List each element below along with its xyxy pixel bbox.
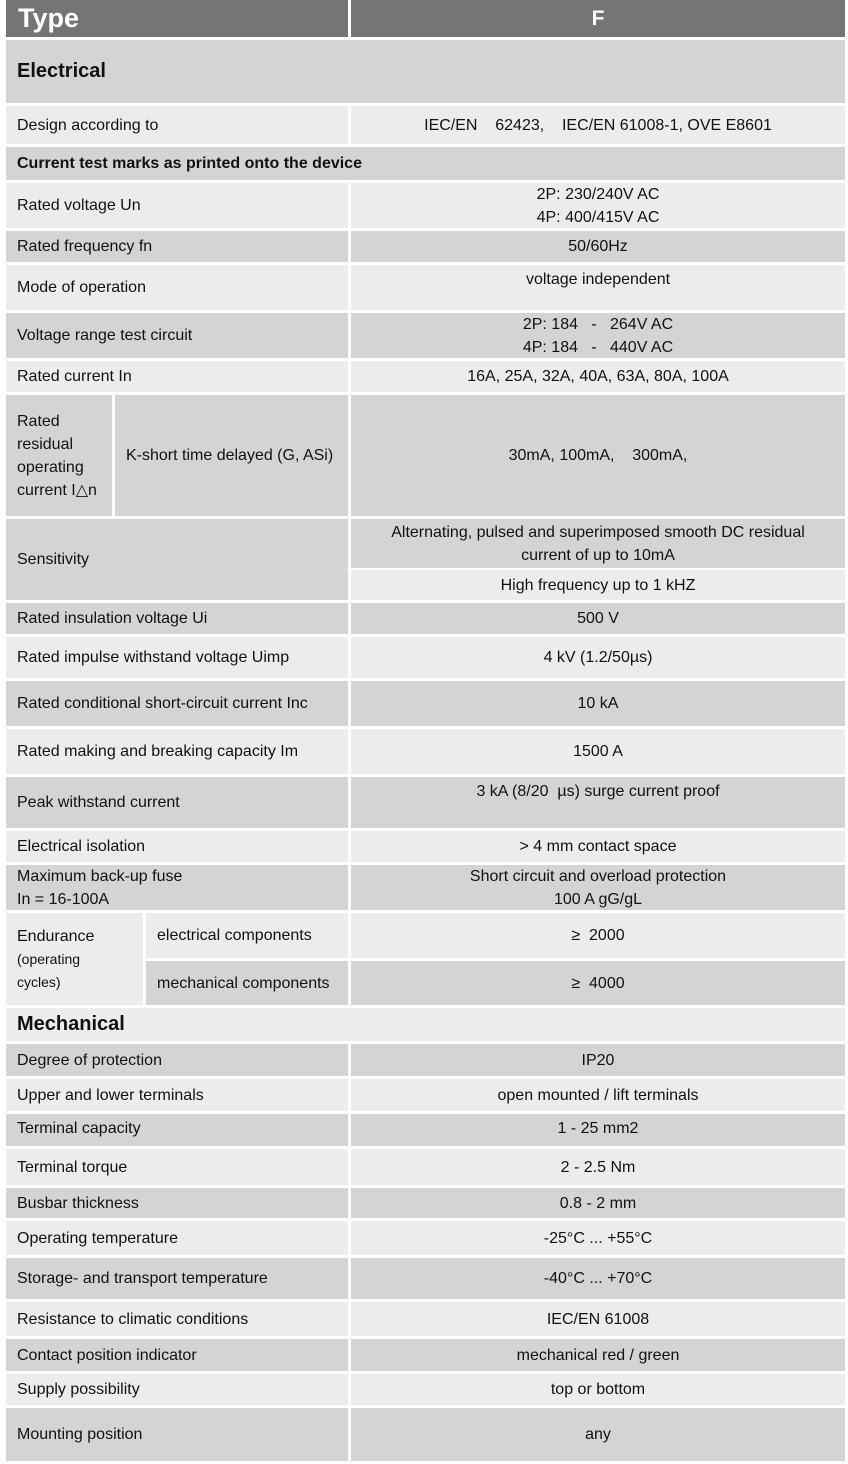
row-label: Current test marks as printed onto the device: [6, 147, 845, 180]
row-endurance: [6, 913, 845, 1005]
section-title: Mechanical: [6, 1008, 845, 1041]
section-title: Electrical: [6, 40, 845, 103]
row-label: Contact position indicator: [6, 1339, 348, 1371]
row-label: Rated frequency fn: [6, 231, 348, 262]
row-value: 500 V: [351, 603, 845, 634]
row-value-text: 3 kA (8/20 µs) surge current proof: [476, 783, 720, 800]
row-design: [6, 106, 845, 144]
row-impulse: [6, 637, 845, 678]
row-label: Sensitivity: [6, 519, 348, 600]
row-label-line: (operating: [17, 950, 81, 967]
row-value: IEC/EN 61008: [351, 1302, 845, 1336]
row-insulation: [6, 603, 845, 634]
row-label: Storage- and transport temperature: [6, 1258, 348, 1299]
row-value: 2 - 2.5 Nm: [351, 1149, 845, 1185]
row-label: Peak withstand current: [6, 777, 348, 828]
row-label: Rated impulse withstand voltage Uimp: [6, 637, 348, 678]
row-label-line: Maximum back-up fuse: [17, 867, 183, 885]
row-value-text: IEC/EN 62423, IEC/EN 61008-1, OVE E8601: [424, 116, 772, 134]
row-isolation: [6, 831, 845, 862]
row-label-line: Endurance: [17, 927, 95, 945]
row-current: [6, 361, 845, 392]
row-label-line: residual: [17, 435, 74, 453]
row-label: Mode of operation: [6, 265, 348, 310]
row-capacity: [6, 1114, 845, 1146]
row-label: Rated making and breaking capacity Im: [6, 729, 348, 774]
row-value: [351, 106, 845, 144]
section-electrical: [6, 40, 845, 103]
row-label: Supply possibility: [6, 1374, 348, 1405]
row-label-line: cycles): [17, 973, 61, 990]
row-label: [6, 913, 143, 1005]
row-sub-label: mechanical components: [146, 961, 348, 1005]
row-voltage: [6, 183, 845, 228]
row-value: top or bottom: [351, 1374, 845, 1405]
row-value: [351, 395, 845, 516]
row-mode: [6, 265, 845, 310]
row-value-text: ≥ 4000: [571, 974, 625, 992]
row-label: Terminal capacity: [6, 1114, 348, 1146]
row-label-line: Rated: [17, 412, 60, 430]
row-label: Terminal torque: [6, 1149, 348, 1185]
row-value: open mounted / lift terminals: [351, 1079, 845, 1111]
row-mounting: [6, 1408, 845, 1461]
row-label: Operating temperature: [6, 1221, 348, 1255]
row-value: [351, 913, 845, 958]
row-backup: [6, 865, 845, 910]
row-value: [351, 865, 845, 910]
row-value: IP20: [351, 1044, 845, 1076]
row-value: High frequency up to 1 kHZ: [351, 570, 845, 600]
type-f-header: F: [351, 0, 845, 37]
row-value-text: ≥ 2000: [571, 927, 625, 944]
row-value: 10 kA: [351, 681, 845, 726]
row-busbar: [6, 1188, 845, 1218]
row-label: Resistance to climatic conditions: [6, 1302, 348, 1336]
row-test-marks: [6, 147, 845, 180]
row-value: [351, 183, 845, 228]
row-label: Design according to: [6, 106, 348, 144]
row-value: [351, 313, 845, 358]
row-sub-label: K-short time delayed (G, ASi): [115, 395, 348, 516]
row-value-line: 4P: 184 - 440V AC: [522, 338, 674, 356]
row-label: [6, 865, 348, 910]
row-residual: [6, 395, 845, 516]
row-label: Voltage range test circuit: [6, 313, 348, 358]
row-sub-label: electrical components: [146, 913, 348, 958]
row-value: mechanical red / green: [351, 1339, 845, 1371]
row-terminals: [6, 1079, 845, 1111]
row-value: voltage independent: [351, 265, 845, 310]
row-value-line: 2P: 184 - 264V AC: [522, 315, 674, 333]
row-value: > 4 mm contact space: [351, 831, 845, 862]
row-value: 0.8 - 2 mm: [351, 1188, 845, 1218]
row-value-line: 4P: 400/415V AC: [536, 208, 660, 226]
row-sensitivity: [6, 519, 845, 600]
row-torque: [6, 1149, 845, 1185]
row-frequency: [6, 231, 845, 262]
row-label: Upper and lower terminals: [6, 1079, 348, 1111]
row-label: Rated insulation voltage Ui: [6, 603, 348, 634]
table-header: [6, 0, 845, 37]
row-value: 50/60Hz: [351, 231, 845, 262]
row-label: Electrical isolation: [6, 831, 348, 862]
row-supply: [6, 1374, 845, 1405]
row-label-line: operating: [17, 458, 84, 476]
row-value: Alternating, pulsed and superimposed smooth DC residual current of up to 10mA: [351, 519, 845, 568]
row-indicator: [6, 1339, 845, 1371]
row-label: [6, 395, 112, 516]
row-value: 1 - 25 mm2: [351, 1114, 845, 1146]
row-label: Degree of protection: [6, 1044, 348, 1076]
type-header: Type: [6, 0, 348, 37]
row-label: Mounting position: [6, 1408, 348, 1461]
row-storage-temp: [6, 1258, 845, 1299]
row-value: any: [351, 1408, 845, 1461]
row-value: [351, 777, 845, 828]
row-label: Busbar thickness: [6, 1188, 348, 1218]
row-label-line: In = 16-100A: [17, 890, 110, 908]
row-value: -40°C ... +70°C: [351, 1258, 845, 1299]
row-value: [351, 961, 845, 1005]
row-value: 16A, 25A, 32A, 40A, 63A, 80A, 100A: [351, 361, 845, 392]
row-label: Rated voltage Un: [6, 183, 348, 228]
row-protection: [6, 1044, 845, 1076]
row-conditional: [6, 681, 845, 726]
row-label-line: current I△n: [17, 481, 97, 499]
section-mechanical: [6, 1008, 845, 1041]
row-value-line: Short circuit and overload protection: [469, 867, 727, 885]
row-value-line: 100 A gG/gL: [553, 890, 643, 908]
row-climate: [6, 1302, 845, 1336]
row-label: Rated conditional short-circuit current Inc: [6, 681, 348, 726]
row-op-temp: [6, 1221, 845, 1255]
row-making: [6, 729, 845, 774]
row-label: Rated current In: [6, 361, 348, 392]
row-value-line: 2P: 230/240V AC: [536, 185, 660, 203]
row-value: 4 kV (1.2/50µs): [351, 637, 845, 678]
row-value-text: 30mA, 100mA, 300mA,: [508, 447, 688, 464]
row-value: -25°C ... +55°C: [351, 1221, 845, 1255]
row-voltage-range: [6, 313, 845, 358]
row-peak: [6, 777, 845, 828]
row-value: 1500 A: [351, 729, 845, 774]
